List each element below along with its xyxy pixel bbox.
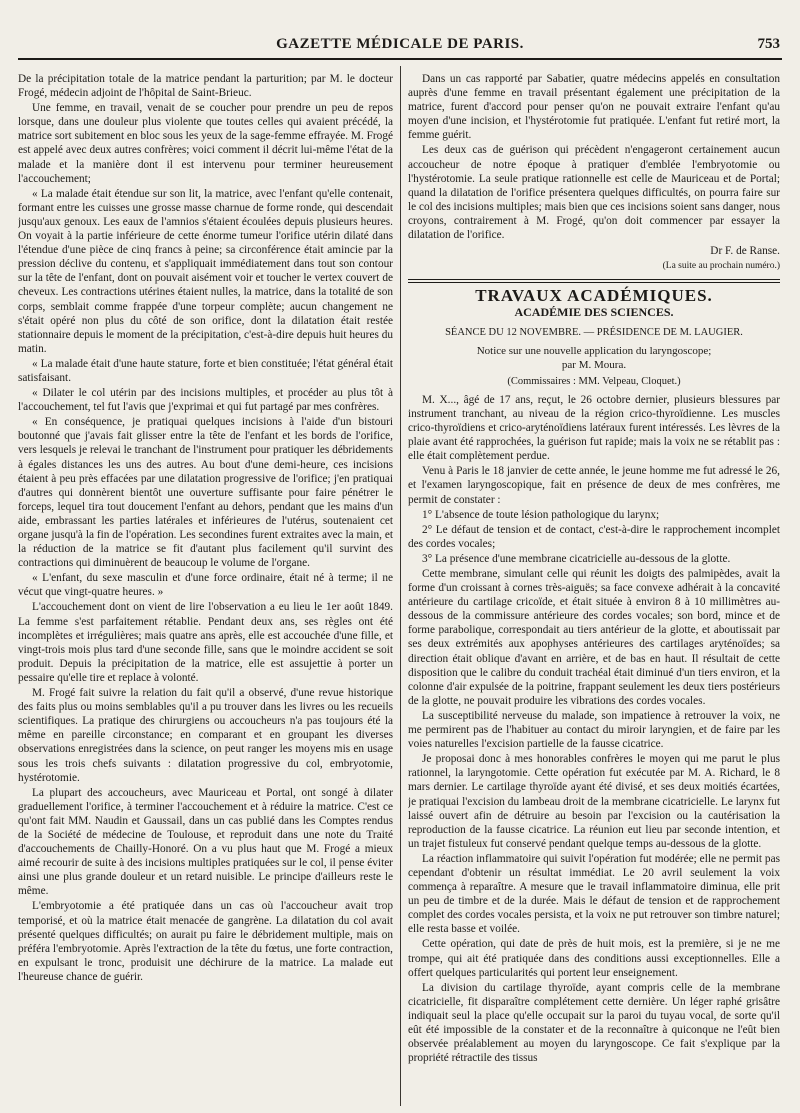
section-subtitle: ACADÉMIE DES SCIENCES. [514,305,674,320]
paragraph: La plupart des accoucheurs, avec Mauriceau et Portal, ont songé à dilater graduellement l'orifice, à terminer l'accouchement et à réduire la matrice. C'est ce qu'ont fait MM. Naudin et Gaussail, dans un cas publié dans les Comptes rendus de la Société de médecine de Toulouse, et reproduit dans une note du Traité d'accouchements de Chailly-Honoré. On a vu plus haut que M. Frogé a mieux aimé recourir de suite à des incisions multiples pratiquées sur le col, il pense éviter ainsi une plus grande douleur et un retard nuisible. Le principe d'ailleurs reste le même. [18,786,393,898]
paragraph: La division du cartilage thyroïde, ayant compris celle de la membrane cicatricielle, fit disparaître complétement cette dernière. Un léger raphé grisâtre indiquait seul la place qu'elle occupait sur la paroi du tuyau vocal, de sorte qu'il eût été impossible de la constater et de la reconnaître à quiconque ne l'eût bien observée préalablement au moyen du laryngoscope. Ce fait s'explique par la propriété rétractile des tissus [408,981,780,1065]
paragraph: Les deux cas de guérison qui précèdent n'engageront certainement aucun accoucheur de notre époque à pratiquer d'emblée l'embryotomie ou l'hystérotomie. La seule pratique rationnelle est celle de Mauriceau et de Portal; quand la dilatation de l'orifice présentera quelques difficultés, on pourra faire sur le col des incisions multiples; mais bien que ces incisions soient sans danger, nous croyons, contrairement à M. Frogé, qu'on doit commencer par essayer la dilatation de l'orifice. [408,144,780,242]
paragraph: « L'enfant, du sexe masculin et d'une force ordinaire, était né à terme; il ne vécut que vingt-quatre heures. » [18,572,393,599]
paragraph: La réaction inflammatoire qui suivit l'opération fut modérée; elle ne permit pas cependant d'obtenir un résultat immédiat. Le 20 avril seulement la voix commença à reparaître. A mesure que le travail inflammatoire diminua, elle prit un peu de timbre et de la durée. Mais le défaut de tension et de rapprochement complet des cordes vocales persista, et la voix ne put retrouver son timbre naturel; elle resta basse et voilée. [408,852,780,936]
notice-title: Notice sur une nouvelle application du laryngoscope; [476,344,712,357]
paragraph: M. X..., âgé de 17 ans, reçut, le 26 octobre dernier, plusieurs blessures par instrument tranchant, au niveau de la région crico-thyroïdienne. Les muscles crico-thyroïdiens et crico-aryténoïdiens latéraux furent intéressés. Les lèvres de la plaie avant été rapprochées, la guérison fut rapide; mais la voix ne se rétablit pas : elle était complètement perdue. [408,393,780,463]
list-item: 3° La présence d'une membrane cicatricielle au-dessous de la glotte. [422,552,731,565]
journal-title: GAZETTE MÉDICALE DE PARIS. [276,36,524,52]
right-column [408,72,780,1102]
list-item: 2° Le défaut de tension et de contact, c'est-à-dire le rapprochement incomplet des cordes vocales; [408,523,780,550]
continued-note: (La suite au prochain numéro.) [662,261,780,272]
signature: Dr F. de Ranse. [710,245,780,258]
section-title: TRAVAUX ACADÉMIQUES. [475,286,713,306]
paragraph: Cette opération, qui date de près de huit mois, est la première, si je ne me trompe, qui ait été pratiquée dans des conditions aussi exceptionnelles. Elle a offert quelques particularités qui portent leur enseignement. [408,938,780,979]
page-header [18,36,782,60]
notice-author: par M. Moura. [561,358,627,371]
left-column [18,72,393,1102]
page-number: 753 [757,36,780,52]
paragraph: « La malade était étendue sur son lit, la matrice, avec l'enfant qu'elle contenait, formant entre les cuisses une grosse masse charnue de forme ronde, qui descendait jusqu'aux genoux. Les eaux de l'amnios s'étaient écoulées depuis plusieurs heures. On voyait à la partie inférieure de cette énorme tumeur l'orifice utérin dilaté dans l'étendue d'une pièce de cinq francs à peine; sa circonférence était amincie par la pression déclive du contenu, et s'appliquait immédiatement dans tout son contour sur la tête de l'enfant, dont on pouvait aisément voir et toucher le vertex couvert de cheveux. Les contractions utérines étaient nulles, la matrice, dans la totalité de son corps, semblait comme frappée d'une torpeur complète; aucun changement ne s'était opéré non plus du côté de son orifice, dont la dilatation était restée stationnaire depuis le moment de la précipitation, c'est-à-dire depuis huit heures du matin. [18,187,393,355]
list-item: 1° L'absence de toute lésion pathologique du larynx; [422,508,660,521]
paragraph: L'accouchement dont on vient de lire l'observation a eu lieu le 1er août 1849. La femme s'est parfaitement rétablie. Pendant deux ans, ses règles ont été incomplètes et irrégulières; mais quatre ans après, elle est accouchée d'une fille, et vingt-trois mois plus tard d'une seconde fille, sans que le moindre accident se soit produit. Depuis la précipitation de la matrice, elle est assujettie à porter un pessaire qu'elle tire et replace à volonté. [18,601,393,684]
paragraph: Je proposai donc à mes honorables confrères le moyen qui me parut le plus rationnel, la laryngotomie. Cette opération fut exécutée par M. A. Richard, le 8 mars dernier. Le cartilage thyroïde ayant été divisé, et ses deux moitiés écartées, je pratiquai l'excision du lambeau droit de la membrane cicatricielle. Le larynx fut laissé ouvert afin de détruire au besoin par l'excision ou la cautérisation la reproduction de la fausse cicatrice. La réunion eut lieu par seconde intention, et un trajet fistuleux fut conservé pendant quelque temps au-dessous de la glotte. [408,753,780,850]
section-rule [408,279,780,283]
column-divider [400,66,401,1106]
seance-line: SÉANCE DU 12 NOVEMBRE. — PRÉSIDENCE DE M. LAUGIER. [445,326,743,338]
paragraph: L'embryotomie a été pratiquée dans un cas où l'accoucheur avait trop temporisé, et où la matrice était menacée de gangrène. La dilatation du col avait présenté quelques difficultés; on aurait pu faire le débridement multiple, mais on préféra l'embryotomie. Après l'extraction de la tête du fœtus, une forte contraction, en expulsant le tronc, produisit une déchirure de la matrice. La malade eut l'heureuse chance de guérir. [18,900,393,983]
paragraph: La susceptibilité nerveuse du malade, son impatience à retrouver la voix, ne me permirent pas de l'habituer au contact du miroir laryngien, et de faire par les voies naturelles l'excision partielle de la fausse cicatrice. [408,709,780,751]
commissaires-line: (Commissaires : MM. Velpeau, Cloquet.) [507,375,681,387]
paragraph: « La malade était d'une haute stature, forte et bien constituée; l'état général était satisfaisant. [18,357,393,384]
paragraph: Cette membrane, simulant celle qui réunit les doigts des palmipèdes, avait la forme d'un croissant à cornes très-aiguës; sa face convexe adhérait à la concavité antérieure du cartilage cricoïde, et était située à environ 8 à 10 millimètres au-dessous de la commissure antérieure des cordes vocales; son bord, mince et de forme parabolique, correspondait au tiers antérieur de la glotte, et aboutissait par ses deux extrémités aux apophyses antérieures des cartilages aryténoïdes; sa direction était oblique d'avant en arrière, et de bas en haut. Il résultait de cette disposition que le calibre du conduit trachéal était diminué d'un tiers environ, et la colonne d'air expulsée de la poitrine, frappant seulement les deux tiers postérieurs de la glotte, ne pouvait produire les vibrations des cordes vocales. [408,568,780,707]
paragraph: Une femme, en travail, venait de se coucher pour prendre un peu de repos lorsque, dans une douleur plus violente que toutes celles qui avaient précédé, la matrice sort subitement en bloc sous les yeux de la sage-femme effrayée. M. Frogé est appelé avec deux autres confrères; voici comment il décrit lui-même l'état de la malade et la manière dont il est intervenu pour terminer heureusement l'accouchement; [18,102,393,185]
paragraph: « En conséquence, je pratiquai quelques incisions à l'aide d'un bistouri boutonné que j'avais fait glisser entre la tête de l'enfant et les bords de l'orifice, vers lesquels je relevai le tranchant de l'instrument pour pratiquer les débridements à égales distances les uns des autres. Au bout d'une demi-heure, ces incisions étaient à peu près effacées par une dilatation progressive de l'orifice; j'en pratiquai d'autres qui donnèrent bientôt une ouverture suffisante pour faire pénétrer le forceps, lequel tira tout doucement l'enfant au dehors, pendant que les mains d'un aide, embrassant les parties latérales et inférieures de l'utérus, soutenaient cet organe jusqu'à la fin de l'opération. Les secondines furent extraites avec la main, et la réduction de la matrice se fit d'autant plus facilement qu'il survint des contractions qui diminuèrent de beaucoup le volume de l'organe. [18,416,393,570]
paragraph: Venu à Paris le 18 janvier de cette année, le jeune homme me fut adressé le 26, et l'examen laryngoscopique, fait en présence de deux de mes confrères, me permit de constater : [408,465,780,506]
paragraph: M. Frogé fait suivre la relation du fait qu'il a observé, d'une revue historique des faits plus ou moins semblables qu'il a pu trouver dans les livres ou les recueils scientifiques. La pratique des chirurgiens ou accoucheurs n'a pas toujours été la même en pareille circonstance; en comparant et en groupant les diverses observations enregistrées dans la science, on peut ranger les moyens mis en usage sous les trois chefs suivants : dilatation progressive du col, embryotomie, hystérotomie. [18,687,393,784]
paragraph: Dans un cas rapporté par Sabatier, quatre médecins appelés en consultation auprès d'une femme en travail présentant également une précipitation de la matrice, furent d'accord pour penser qu'on ne pouvait extraire l'enfant qu'au moyen d'une incision, et l'hystérotomie fut pratiquée. L'enfant fut retiré mort, la femme guérit. [408,73,780,142]
article-title: De la précipitation totale de la matrice pendant la parturition; par M. le docteur Frogé, médecin adjoint de l'hôpital de Saint-Brieuc. [18,73,393,100]
paragraph: « Dilater le col utérin par des incisions multiples, et procéder au plus tôt à l'accouchement, tel fut l'avis que j'exprimai et qui fut partagé par mes confrères. [18,387,393,414]
